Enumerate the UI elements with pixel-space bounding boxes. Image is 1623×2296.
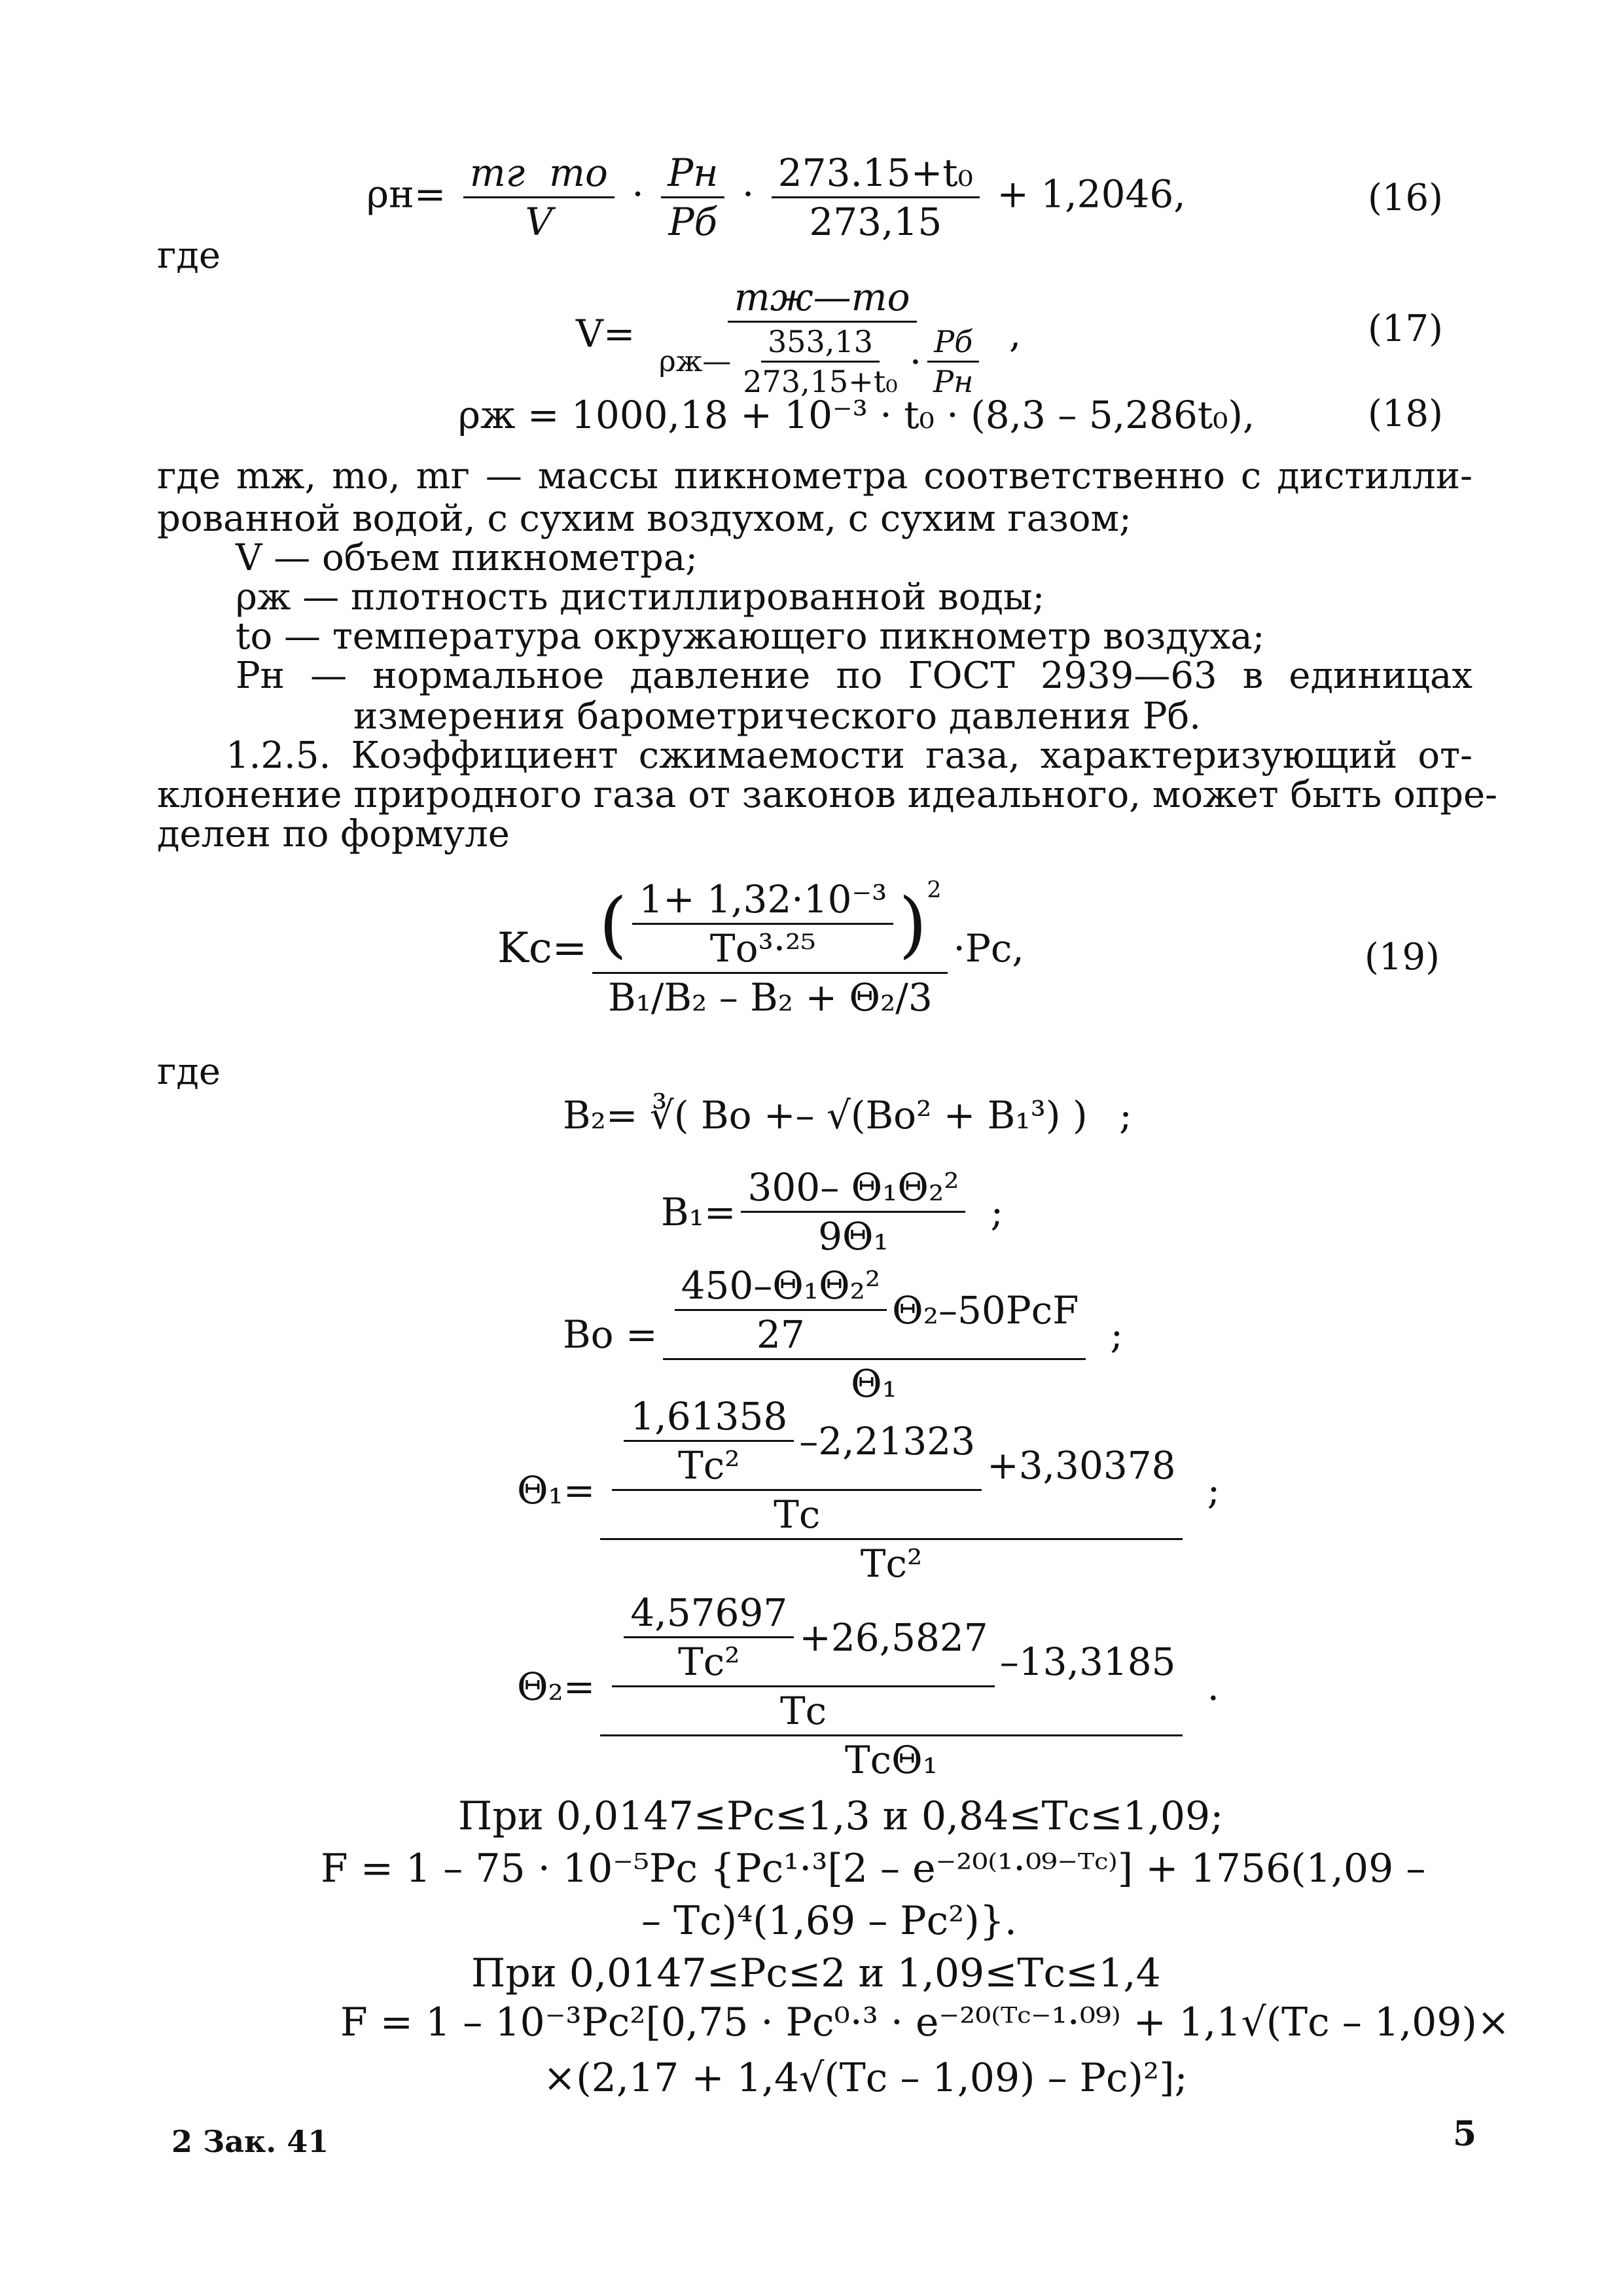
formula-b1: B₁= $\frac{\text{300– Θ₁Θ₂²}}{\text{9Θ₁}}$ ;	[661, 1165, 1004, 1259]
equation-16: ρн= $\frac{\text{mг mо}}{V}$ · $\frac{Pн}{Pб}$ · $\frac{\text{273.15+t₀}}{273,15}$ + 1,2046,	[366, 151, 1186, 244]
equation-17: V= mж—mо ρж— $\frac{353,13}{\text{273,15+t₀}}$ · $\frac{Pб}{Pн}$ ,	[576, 275, 1022, 399]
formula-f1-line-1: F = 1 – 75 · 10⁻⁵Pс {Pс¹·³[2 – e⁻²⁰⁽¹·⁰⁹⁻ᵀᶜ⁾] + 1756(1,09 –	[321, 1846, 1426, 1892]
def-line-7: измерения барометрического давления Pб.	[353, 695, 1202, 738]
def-line-3: V — объем пикнометра;	[236, 537, 698, 579]
eq16-lhs: ρн=	[366, 171, 446, 217]
eq16-frac2: $\frac{Pн}{Pб}$	[661, 151, 724, 244]
eq19-frac: ( $\frac{\text{1+ 1,32·10⁻³}}{\text{Tо³·²⁵}}$ ) $^2$ B₁/B₂ – B₂ + Θ₂/3	[592, 877, 948, 1020]
def-line-6: Pн — нормальное давление по ГОСТ 2939—63 в единицах	[236, 655, 1472, 697]
formula-b2: B₂= ∛( Bо +– √(Bо² + B₁³) ) ;	[563, 1093, 1132, 1138]
def-line-1: где mж, mо, mг — массы пикнометра соответственно с дистилли-	[157, 455, 1472, 497]
para-125-line-2: клонение природного газа от законов идеального, может быть опре-	[157, 774, 1498, 816]
eq17-number: (17)	[1368, 308, 1443, 350]
eq19-number: (19)	[1364, 936, 1440, 978]
eq16-tail: + 1,2046,	[997, 171, 1186, 217]
formula-f2-line-2: ×(2,17 + 1,4√(Tс – 1,09) – Pс)²];	[543, 2055, 1188, 2101]
eq16-frac1: $\frac{\text{mг mо}}{V}$	[463, 151, 615, 244]
def-line-2: рованной водой, с сухим воздухом, с сухим газом;	[157, 497, 1132, 540]
eq16-frac3: $\frac{\text{273.15+t₀}}{273,15}$	[772, 151, 980, 244]
where-label-1: где	[157, 234, 221, 277]
para-125-line-1: 1.2.5. Коэффициент сжимаемости газа, характеризующий от-	[226, 734, 1472, 777]
eq16-number: (16)	[1368, 177, 1443, 219]
condition-1: При 0,0147≤Pс≤1,3 и 0,84≤Tс≤1,09;	[458, 1793, 1224, 1839]
para-125-line-3: делен по формуле	[157, 813, 510, 855]
equation-19	[497, 877, 1024, 1020]
formula-theta2: Θ₂= $\frac{4,57697}{\text{Tс²}}$ +26,5827 Tс –13,3185 TсΘ₁ .	[517, 1590, 1220, 1782]
eq19-lhs: Kс=	[497, 924, 588, 973]
eq17-frac: mж—mо ρж— $\frac{353,13}{\text{273,15+t₀}}$ · $\frac{Pб}{Pн}$	[652, 275, 991, 399]
def-line-5: tо — температура окружающего пикнометр воздуха;	[236, 615, 1265, 658]
formula-theta1: Θ₁= $\frac{1,61358}{\text{Tс²}}$ –2,21323 Tс +3,30378 Tс² ;	[517, 1394, 1221, 1586]
page-number: 5	[1453, 2114, 1477, 2154]
formula-f1-line-2: – Tс)⁴(1,69 – Pс²)}.	[641, 1898, 1017, 1944]
where-label-2: где	[157, 1050, 221, 1093]
equation-18: ρж = 1000,18 + 10⁻³ · t₀ · (8,3 – 5,286t₀),	[458, 393, 1255, 437]
footer-order: 2 Зак. 41	[171, 2124, 329, 2159]
formula-f2-line-1: F = 1 – 10⁻³Pс²[0,75 · Pс⁰·³ · e⁻²⁰⁽ᵀᶜ⁻¹·⁰⁹⁾ + 1,1√(Tс – 1,09)×	[340, 2000, 1510, 2045]
eq19-tail: ·Pс,	[953, 926, 1024, 971]
def-line-4: ρж — плотность дистиллированной воды;	[236, 576, 1045, 619]
eq18-number: (18)	[1368, 393, 1443, 435]
condition-2: При 0,0147≤Pс≤2 и 1,09≤Tс≤1,4	[471, 1950, 1161, 1996]
formula-b0: Bо = $\frac{\text{450–Θ₁Θ₂²}}{27}$ Θ₂–50PсF Θ₁ ;	[563, 1263, 1124, 1406]
